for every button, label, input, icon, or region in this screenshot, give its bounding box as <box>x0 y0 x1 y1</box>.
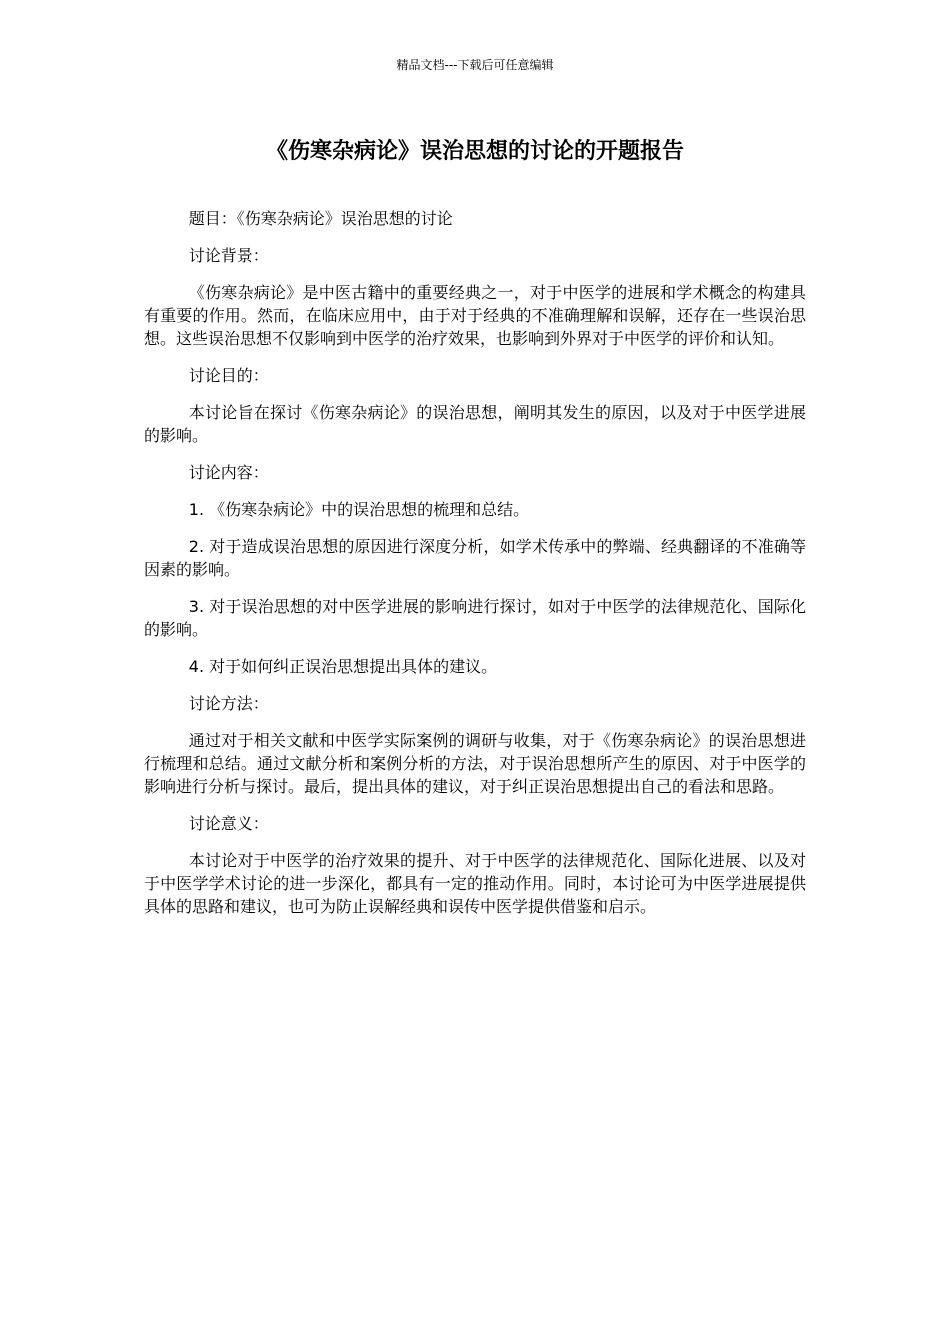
heading-purpose: 讨论目的： <box>188 366 269 385</box>
heading-content: 讨论内容： <box>188 463 269 482</box>
list-item-4: 4. 对于如何纠正误治思想提出具体的建议。 <box>188 657 498 676</box>
paragraph-topic: 题目：《伤寒杂病论》误治思想的讨论 <box>188 209 453 228</box>
heading-background: 讨论背景： <box>188 246 269 265</box>
document-title: 《伤寒杂病论》误治思想的讨论的开题报告 <box>265 139 684 164</box>
heading-method: 讨论方法： <box>188 694 269 713</box>
document-body <box>144 207 806 932</box>
list-item-1: 1. 《伤寒杂病论》中的误治思想的梳理和总结。 <box>188 500 530 519</box>
paragraph-significance: 本讨论对于中医学的治疗效果的提升、对于中医学的法律规范化、国际化进展、以及对于中医学学术讨论的进一步深化，都具有一定的推动作用。同时，本讨论可为中医学进展提供具体的思路和建议，也可为防止误解经典和误传中医学提供借鉴和启示。 <box>144 851 806 916</box>
list-item-2: 2. 对于造成误治思想的原因进行深度分析，如学术传承中的弊端、经典翻译的不准确等因素的影响。 <box>144 537 806 579</box>
paragraph-method: 通过对于相关文献和中医学实际案例的调研与收集，对于《伤寒杂病论》的误治思想进行梳理和总结。通过文献分析和案例分析的方法，对于误治思想所产生的原因、对于中医学的影响进行分析与探讨。最后，提出具体的建议，对于纠正误治思想提出自己的看法和思路。 <box>144 731 806 796</box>
heading-significance: 讨论意义： <box>188 814 269 833</box>
header-note: 精品文档---下载后可任意编辑 <box>396 58 554 72</box>
paragraph-purpose: 本讨论旨在探讨《伤寒杂病论》的误治思想，阐明其发生的原因，以及对于中医学进展的影响。 <box>144 403 806 445</box>
list-item-3: 3. 对于误治思想的对中医学进展的影响进行探讨，如对于中医学的法律规范化、国际化的影响。 <box>144 597 806 639</box>
paragraph-background: 《伤寒杂病论》是中医古籍中的重要经典之一，对于中医学的进展和学术概念的构建具有重要的作用。然而，在临床应用中，由于对于经典的不准确理解和误解，还存在一些误治思想。这些误治思想不仅影响到中医学的治疗效果，也影响到外界对于中医学的评价和认知。 <box>144 283 806 348</box>
